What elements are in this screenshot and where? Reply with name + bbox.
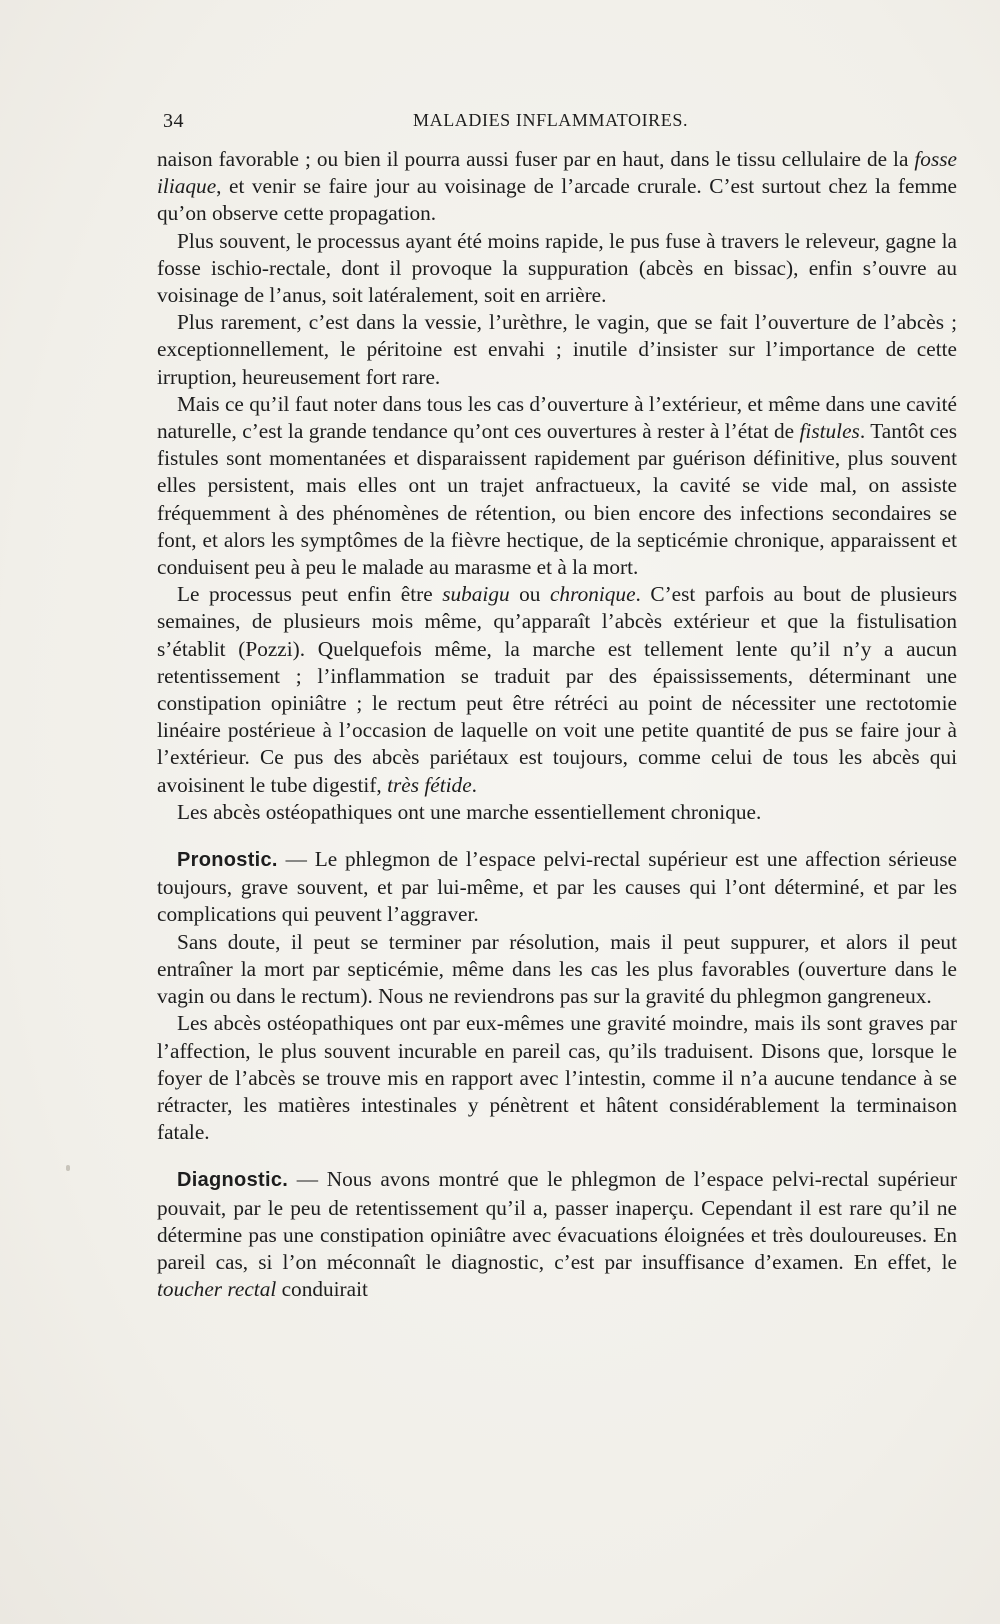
running-head: MALADIES INFLAMMATOIRES. <box>413 110 689 130</box>
paragraph <box>157 581 957 799</box>
paragraph <box>157 929 957 1011</box>
text-run: — Nous avons montré que le phlegmon de l’espace pelvi-rectal supérieur pouvait, par le peu de retentissement qu’il a, passer inaperçu. Cependant il est rare qu’il ne détermine pas une constipation opiniâtre avec évacuations éloignées et très douloureuses. En pareil cas, si l’on méconnaît le diagnostic, c’est par insuffisance d’examen. En effet, le <box>157 1167 957 1274</box>
text-run: Le processus peut enfin être <box>177 582 443 607</box>
text-run: , et venir se faire jour au voisinage de l’arcade crurale. C’est surtout chez la femme qu’on observe cette propagation. <box>157 174 957 226</box>
text-run: . C’est parfois au bout de plusieurs semaines, de plusieurs mois même, qu’apparaît l’abcès extérieur et que la fistulisation s’établit (Pozzi). Quelquefois même, la marche est tellement lente qu’il n’y a aucun retentissement ; l’inflammation se traduit par des épaississements, déterminant une constipation opiniâtre ; le rectum peut être rétréci au point de nécessiter une rectotomie linéaire postérieue à l’occasion de laquelle on voit une petite quantité de pus se faire jour à l’extérieur. Ce pus des abcès pariétaux est toujours, comme celui de tous les abcès qui avoisinent le tube digestif, <box>157 582 957 797</box>
body-text <box>157 146 957 1303</box>
text-run: . Tantôt ces fistules sont momentanées et disparaissent rapidement par guérison définitive, plus souvent elles persistent, mais elles ont un trajet anfractueux, la cavité se vide mal, on assiste fréquemment à des phénomènes de rétention, ou bien encore des infections secondaires se font, et alors les symptômes de la fièvre hectique, de la septicémie chronique, apparaissent et conduisent peu à peu le malade au marasme et à la mort. <box>157 419 957 580</box>
text-run: Les abcès ostéopathiques ont par eux-mêmes une gravité moindre, mais ils sont graves par l’affection, le plus souvent incurable en pareil cas, qu’ils traduisent. Disons que, lorsque le foyer de l’abcès se trouve mis en rapport avec l’intestin, comme il n’a aucune tendance à se rétracter, les matières intestinales y pénètrent et hâtent considérablement la terminaison fatale. <box>157 1011 957 1145</box>
page-number: 34 <box>163 110 184 132</box>
text-run: conduirait <box>276 1277 368 1302</box>
text-run: naison favorable ; ou bien il pourra aussi fuser par en haut, dans le tissu cellulaire de la <box>157 147 915 171</box>
page-header <box>163 108 963 136</box>
text-run: Mais ce qu’il faut noter dans tous les cas d’ouverture à l’extérieur, et même dans une cavité naturelle, c’est la grande tendance qu’ont ces ouvertures à rester à l’état de <box>157 391 957 444</box>
italic-term: très fétide <box>387 772 472 797</box>
paragraph <box>157 799 957 826</box>
italic-term: fistules <box>799 419 860 444</box>
text-run: Sans doute, il peut se terminer par résolution, mais il peut suppurer, et alors il peut entraîner la mort par septicémie, même dans les cas les plus favorables (ouverture dans le vagin ou dans le rectum). Nous ne reviendrons pas sur la gravité du phlegmon gangreneux. <box>157 929 957 1009</box>
text-run: ou <box>509 582 550 607</box>
paper-speck <box>66 1165 70 1171</box>
paragraph <box>157 228 957 310</box>
italic-term: subaigu <box>442 582 510 607</box>
paragraph <box>157 309 957 391</box>
section-paragraph <box>157 1166 957 1303</box>
text-run: Les abcès ostéopathiques ont une marche essentiellement chronique. <box>177 799 762 824</box>
italic-term: toucher rectal <box>157 1277 277 1302</box>
section-heading: Diagnostic. <box>177 1169 289 1192</box>
paragraph <box>157 391 957 581</box>
section-paragraph <box>157 846 957 929</box>
text-run: Plus rarement, c’est dans la vessie, l’urèthre, le vagin, que se fait l’ouverture de l’abcès ; exceptionnellement, le péritoine est envahi ; inutile d’insister sur l’importance de cette irruption, heureusement fort rare. <box>157 310 957 389</box>
paragraph <box>157 146 957 228</box>
text-run: Plus souvent, le processus ayant été moins rapide, le pus fuse à travers le releveur, gagne la fosse ischio-rectale, dont il provoque la suppuration (abcès en bissac), enfin s’ouvre au voisinage de l’anus, soit latéralement, soit en arrière. <box>157 228 957 308</box>
italic-term: chronique <box>549 582 636 607</box>
section-spacer <box>157 1146 957 1166</box>
italic-term: fosse iliaque <box>157 147 957 199</box>
section-heading: Pronostic. <box>177 849 278 872</box>
section-spacer <box>157 826 957 846</box>
text-run: . <box>471 772 477 797</box>
text-run: — Le phlegmon de l’espace pelvi-rectal supérieur est une affection sérieuse toujours, grave souvent, et par lui-même, et par les causes qui l’ont déterminé, et par les complications qui peuvent l’aggraver. <box>157 847 957 927</box>
paragraph <box>157 1010 957 1146</box>
